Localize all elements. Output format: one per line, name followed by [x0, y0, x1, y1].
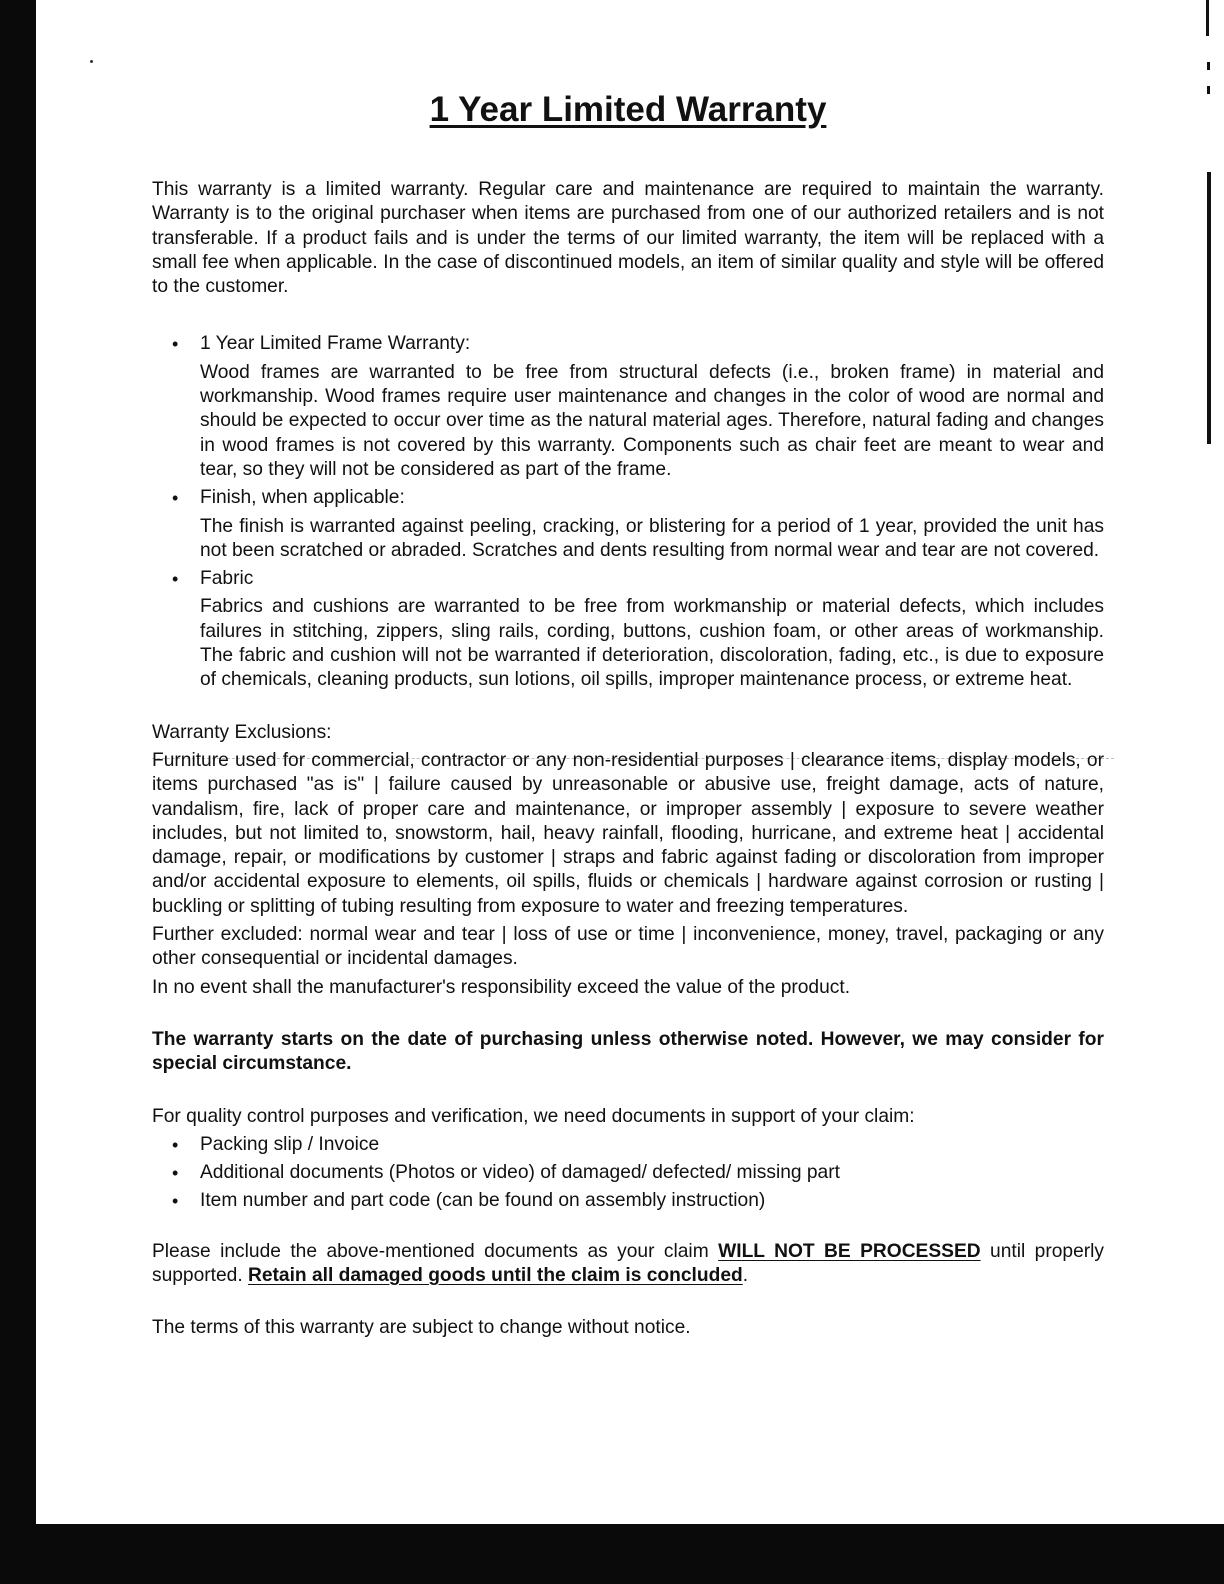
coverage-item-frame [200, 332, 1104, 482]
scan-mark-top-right [1206, 0, 1209, 36]
documents-list [152, 1133, 1104, 1214]
coverage-item-finish [200, 486, 1104, 563]
warranty-document [152, 88, 1104, 1341]
document-title: 1 Year Limited Warranty [429, 90, 827, 129]
document-item: • Packing slip / Invoice [200, 1133, 1104, 1157]
scan-border-left [0, 0, 36, 1584]
include-text: . [742, 1264, 749, 1286]
exclusions-body: Furniture used for commercial, contractor or any non-residential purposes | clearance items, display models, or items purchased "as is" | failure caused by unreasonable or abusive use, freight damage, acts of nature, vandalism, fire, lack of proper care and maintenance, or improper assembly | exposure to severe weather includes, but not limited to, snowstorm, hail, heavy rainfall, flooding, hurricane, and extreme heat | accidental damage, repair, or modifications by customer | straps and fabric against fading or discoloration from improper and/or accidental exposure to elements, oil spills, fluids or chemicals | hardware against corrosion or rusting | buckling or splitting of tubing resulting from exposure to water and freezing temperatures. [152, 749, 1104, 917]
warranty-start-note: The warranty starts on the date of purchasing unless otherwise noted. However, we may consider for special circumstance. [152, 1028, 1104, 1075]
include-text: until properly supported. [152, 1240, 1104, 1286]
documents-intro: For quality control purposes and verification, we need documents in support of your claim: [152, 1105, 915, 1127]
coverage-body: The finish is warranted against peeling, cracking, or blistering for a period of 1 year, provided the unit has not been scratched or abraded. Scratches and dents resulting from normal wear and tear are not covered. [200, 515, 1104, 561]
terms-notice: The terms of this warranty are subject to change without notice. [152, 1317, 691, 1339]
include-documents-paragraph [152, 1240, 1104, 1289]
coverage-body: Wood frames are warranted to be free from structural defects (i.e., broken frame) in material and workmanship. Wood frames require user maintenance and changes in the color of wood are normal and should be expected to occur over time as the natural material ages. Therefore, natural fading and changes in wood frames is not covered by this warranty. Components such as chair feet are meant to wear and tear, so they will not be considered as part of the frame. [200, 361, 1104, 480]
not-processed-emphasis: WILL NOT BE PROCESSED [718, 1240, 981, 1262]
coverage-body: Fabrics and cushions are warranted to be free from workmanship or material defects, which includes failures in stitching, zippers, sling rails, cording, buttons, cushion foam, or other areas of workmanship. The fabric and cushion will not be warranted if deterioration, discoloration, fading, etc., is due to exposure of chemicals, cleaning products, sun lotions, oil spills, improper maintenance process, or extreme heat. [200, 596, 1104, 691]
document-item: • Item number and part code (can be found on assembly instruction) [200, 1189, 1104, 1213]
include-text: Please include the above-mentioned documents as your claim [152, 1240, 719, 1262]
coverage-heading: • Fabric [200, 567, 1104, 591]
coverage-list [152, 332, 1104, 692]
coverage-heading: • Finish, when applicable: [200, 486, 1104, 510]
intro-paragraph: This warranty is a limited warranty. Regular care and maintenance are required to maintain the warranty. Warranty is to the original purchaser when items are purchased from one of our authorized retailers and is not transferable. If a product fails and is under the terms of our limited warranty, the item will be replaced with a small fee when applicable. In the case of discontinued models, an item of similar quality and style will be offered to the customer. [152, 179, 1104, 298]
retain-goods-emphasis: Retain all damaged goods until the claim is concluded [248, 1264, 743, 1286]
exclusions-title: Warranty Exclusions: [152, 721, 332, 743]
no-event-clause: In no event shall the manufacturer's responsibility exceed the value of the product. [152, 976, 851, 998]
further-excluded: Further excluded: normal wear and tear | loss of use or time | inconvenience, money, travel, packaging or any other consequential or incidental damages. [152, 924, 1104, 970]
scan-tick [1207, 62, 1210, 70]
scan-speck [90, 60, 93, 63]
scan-border-bottom [0, 1524, 1224, 1584]
scan-tick [1207, 86, 1210, 94]
coverage-item-fabric [200, 567, 1104, 692]
coverage-heading: • 1 Year Limited Frame Warranty: [200, 332, 1104, 356]
scan-border-right [1207, 172, 1211, 444]
document-item: • Additional documents (Photos or video) of damaged/ defected/ missing part [200, 1161, 1104, 1185]
